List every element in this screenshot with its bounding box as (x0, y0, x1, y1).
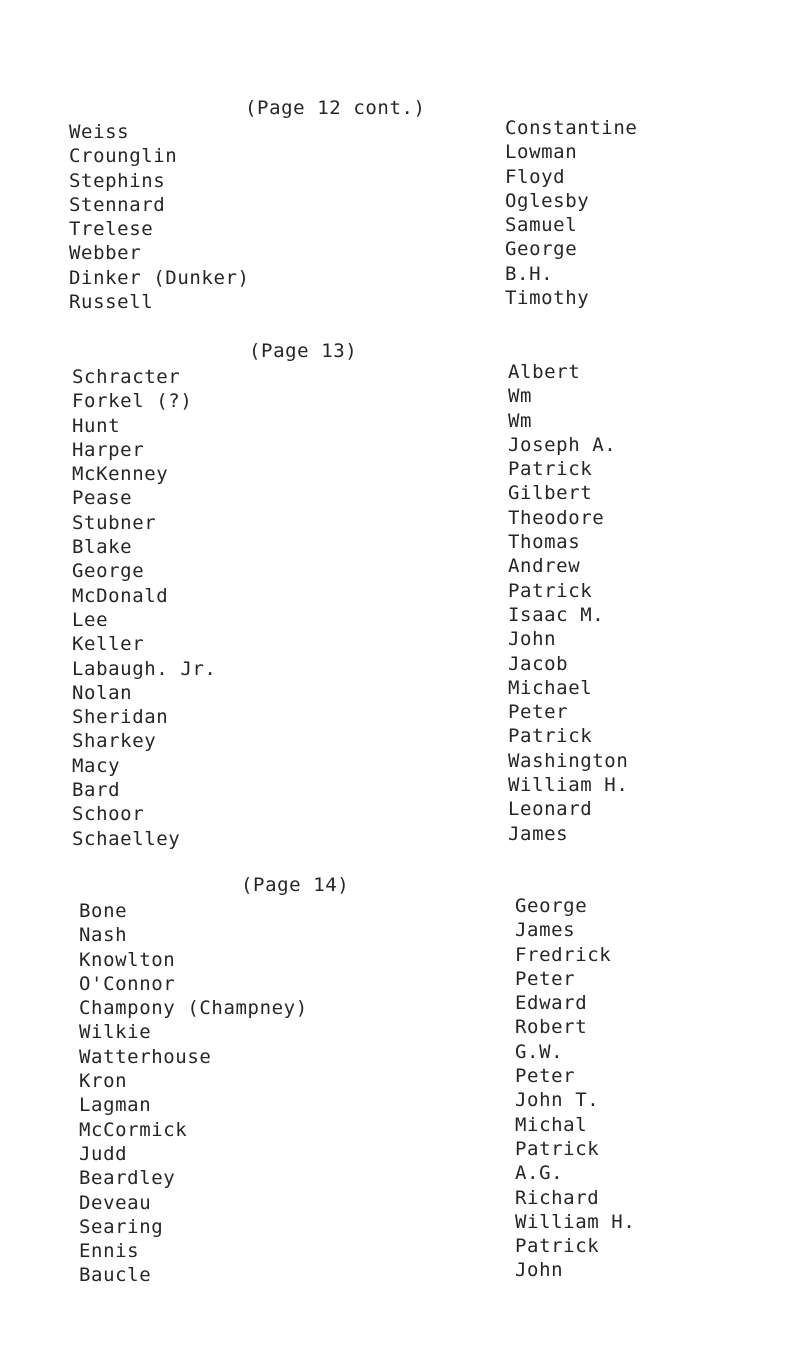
surname: Harper (72, 438, 145, 461)
surname: Stubner (72, 511, 157, 534)
given-name: Andrew (508, 555, 581, 578)
given-name: James (508, 822, 569, 845)
given-name: Leonard (508, 798, 593, 821)
given-name: Robert (515, 1016, 588, 1039)
given-name: James (515, 919, 576, 942)
given-name: Patrick (515, 1235, 600, 1258)
surname: Forkel (?) (72, 390, 193, 413)
given-name: Gilbert (508, 482, 593, 505)
given-name: Timothy (505, 287, 590, 310)
given-name: Fredrick (515, 943, 612, 966)
surname: Hunt (72, 414, 121, 437)
surname-column (79, 899, 308, 1288)
surname: Knowlton (79, 948, 176, 971)
given-name: Edward (515, 992, 588, 1015)
section-heading: (Page 12 cont.) (245, 97, 426, 119)
surname: Lee (72, 608, 109, 631)
given-name: Samuel (505, 214, 578, 237)
surname: Labaugh. Jr. (72, 657, 217, 680)
surname: Pease (72, 487, 133, 510)
section-heading: (Page 13) (249, 340, 358, 362)
surname: Stennard (69, 193, 166, 216)
surname: Crounglin (69, 145, 178, 168)
given-name: Lowman (505, 141, 578, 164)
given-name: Patrick (508, 458, 593, 481)
surname: Russell (69, 291, 154, 314)
surname: Baucle (79, 1264, 152, 1287)
surname: Judd (79, 1142, 128, 1165)
surname: Blake (72, 536, 133, 559)
given-name: Richard (515, 1186, 600, 1209)
surname: Deveau (79, 1191, 152, 1214)
given-name: William H. (508, 774, 629, 797)
surname-column (72, 365, 216, 851)
surname: Weiss (69, 121, 130, 143)
surname: Beardley (79, 1167, 176, 1190)
given-name: Patrick (508, 725, 593, 748)
given-name: Peter (508, 701, 569, 724)
given-name: Michael (508, 676, 593, 699)
surname: Schracter (72, 366, 181, 388)
given-name: William H. (515, 1210, 636, 1233)
surname: Champony (Champney) (79, 997, 308, 1020)
surname: Dinker (Dunker) (69, 266, 250, 289)
given-name: Joseph A. (508, 433, 617, 456)
given-name: Floyd (505, 165, 566, 188)
surname: Webber (69, 242, 142, 265)
surname: Trelese (69, 218, 154, 241)
given-name: Michal (515, 1113, 588, 1136)
given-name: Thomas (508, 531, 581, 554)
given-name: Theodore (508, 506, 605, 529)
given-name: George (515, 895, 588, 917)
given-name: G.W. (515, 1040, 564, 1063)
surname: Wilkie (79, 1021, 152, 1044)
given-name-column (508, 360, 628, 846)
surname: Schoor (72, 803, 145, 826)
surname: O'Connor (79, 972, 176, 995)
surname: McKenney (72, 463, 169, 486)
surname: Macy (72, 754, 121, 777)
surname: Bard (72, 779, 121, 802)
given-name: Wm (508, 409, 533, 432)
given-name: Constantine (505, 117, 638, 139)
surname: George (72, 560, 145, 583)
given-name: Jacob (508, 652, 569, 675)
surname: Nolan (72, 681, 133, 704)
surname: Ennis (79, 1240, 140, 1263)
given-name: John (508, 628, 557, 651)
given-name: Peter (515, 967, 576, 990)
surname: McCormick (79, 1118, 188, 1141)
surname: Bone (79, 900, 128, 922)
given-name: Patrick (508, 579, 593, 602)
surname: Stephins (69, 169, 166, 192)
surname: McDonald (72, 584, 169, 607)
given-name-column (515, 894, 635, 1283)
surname: Sharkey (72, 730, 157, 753)
given-name-column (505, 116, 637, 310)
given-name: Peter (515, 1065, 576, 1088)
given-name: Isaac M. (508, 603, 605, 626)
given-name: Washington (508, 749, 629, 772)
given-name: A.G. (515, 1162, 564, 1185)
section-heading: (Page 14) (241, 874, 350, 896)
surname: Searing (79, 1215, 164, 1238)
given-name: Albert (508, 361, 581, 383)
surname-column (69, 120, 250, 314)
surname: Kron (79, 1070, 128, 1093)
given-name: George (505, 238, 578, 261)
surname: Schaelley (72, 827, 181, 850)
given-name: John (515, 1259, 564, 1282)
surname: Lagman (79, 1094, 152, 1117)
given-name: Wm (508, 385, 533, 408)
surname: Keller (72, 633, 145, 656)
given-name: Oglesby (505, 189, 590, 212)
surname: Watterhouse (79, 1045, 212, 1068)
given-name: John T. (515, 1089, 600, 1112)
given-name: B.H. (505, 262, 554, 285)
surname: Nash (79, 924, 128, 947)
surname: Sheridan (72, 706, 169, 729)
given-name: Patrick (515, 1137, 600, 1160)
